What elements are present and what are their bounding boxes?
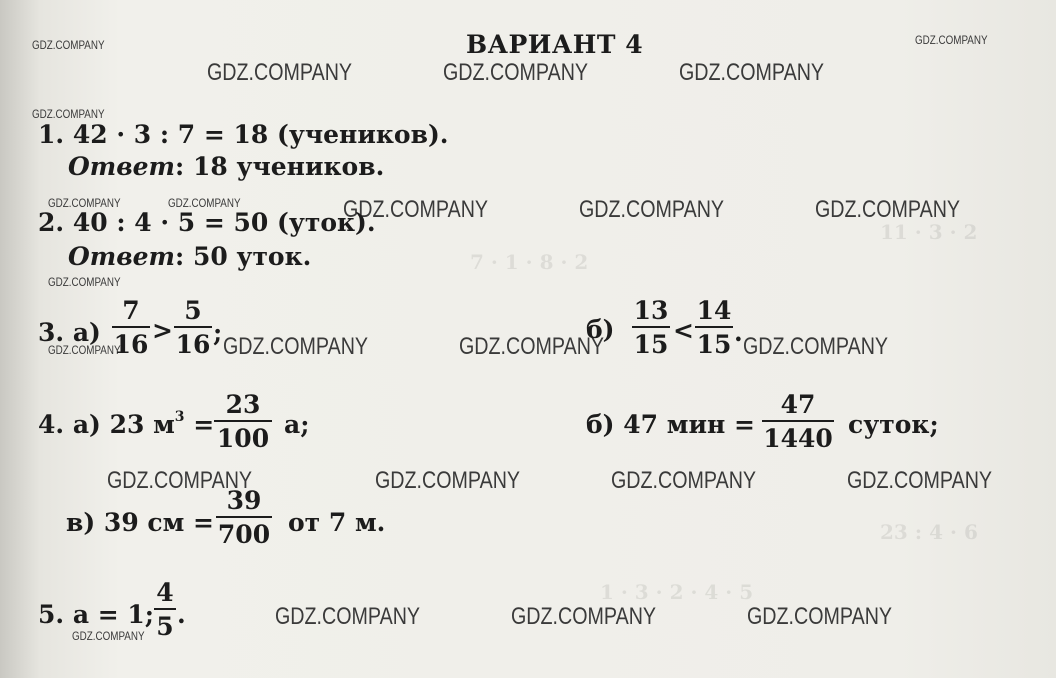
task-expression: a = 1; xyxy=(72,600,155,629)
task-3 xyxy=(38,318,101,347)
numerator: 13 xyxy=(633,296,669,325)
watermark: GDZ.COMPANY xyxy=(459,333,605,360)
numerator: 39 xyxy=(226,486,262,515)
comparison-sign: < xyxy=(673,316,694,345)
watermark: GDZ.COMPANY xyxy=(168,196,241,210)
numerator: 23 xyxy=(225,390,261,419)
quantity: 39 см = xyxy=(103,508,215,537)
separator: . xyxy=(177,600,186,629)
watermark: GDZ.COMPANY xyxy=(611,467,757,494)
watermark: GDZ.COMPANY xyxy=(443,59,589,86)
watermark: GDZ.COMPANY xyxy=(847,467,993,494)
watermark: GDZ.COMPANY xyxy=(223,333,369,360)
numerator: 5 xyxy=(184,296,202,325)
task-4b xyxy=(586,410,755,439)
bleed-through: 11 · 3 · 2 xyxy=(880,220,978,244)
answer-label: Ответ xyxy=(68,242,176,271)
watermark: GDZ.COMPANY xyxy=(915,33,988,47)
separator: . xyxy=(734,318,743,347)
numerator: 7 xyxy=(122,296,140,325)
task-number: 4. xyxy=(38,410,65,439)
separator: ; xyxy=(213,318,223,347)
task-number: 1. xyxy=(38,120,65,149)
denominator: 100 xyxy=(216,424,270,453)
watermark: GDZ.COMPANY xyxy=(72,629,145,643)
watermark: GDZ.COMPANY xyxy=(207,59,353,86)
answer-text: : 50 уток. xyxy=(175,242,312,271)
denominator: 16 xyxy=(113,330,149,359)
denominator: 1440 xyxy=(763,424,833,453)
unit: а; xyxy=(284,410,310,439)
watermark: GDZ.COMPANY xyxy=(815,196,961,223)
watermark: GDZ.COMPANY xyxy=(375,467,521,494)
watermark: GDZ.COMPANY xyxy=(32,107,105,121)
task-expression: 42 · 3 : 7 = 18 (учеников). xyxy=(72,120,449,149)
unit: суток; xyxy=(848,410,939,439)
fraction xyxy=(154,580,176,639)
numerator: 14 xyxy=(696,296,732,325)
task-1-answer xyxy=(68,152,384,181)
bleed-through: 7 · 1 · 8 · 2 xyxy=(470,250,589,274)
answer-label: Ответ xyxy=(68,152,176,181)
fraction xyxy=(216,488,272,547)
part-a-label: а) xyxy=(72,318,101,347)
watermark: GDZ.COMPANY xyxy=(343,196,489,223)
watermark: GDZ.COMPANY xyxy=(511,603,657,630)
task-4a xyxy=(38,410,214,439)
task-2 xyxy=(38,208,376,237)
task-4c xyxy=(66,508,214,537)
task-2-answer xyxy=(68,242,311,271)
task-number: 5. xyxy=(38,600,65,629)
fraction xyxy=(695,298,733,357)
task-5 xyxy=(38,600,154,629)
watermark: GDZ.COMPANY xyxy=(679,59,825,86)
watermark: GDZ.COMPANY xyxy=(48,196,121,210)
comparison-sign: > xyxy=(152,316,173,345)
bleed-through: 1 · 3 · 2 · 4 · 5 xyxy=(600,580,754,604)
watermark: GDZ.COMPANY xyxy=(107,467,253,494)
fraction xyxy=(762,392,834,451)
watermark: GDZ.COMPANY xyxy=(275,603,421,630)
denominator: 15 xyxy=(633,330,669,359)
bleed-through: 23 : 4 · 6 xyxy=(880,520,978,544)
numerator: 47 xyxy=(780,390,816,419)
unit: от 7 м. xyxy=(288,508,386,537)
part-b-label: б) xyxy=(586,410,615,439)
part-b-label: б) xyxy=(586,315,615,344)
exponent: 3 xyxy=(174,409,185,425)
denominator: 700 xyxy=(217,520,271,549)
watermark: GDZ.COMPANY xyxy=(747,603,893,630)
quantity: 23 м xyxy=(109,410,175,439)
equals-sign: = xyxy=(193,410,215,439)
task-1 xyxy=(38,120,449,149)
answer-text: : 18 учеников. xyxy=(175,152,385,181)
watermark: GDZ.COMPANY xyxy=(48,343,121,357)
fraction xyxy=(632,298,670,357)
watermark: GDZ.COMPANY xyxy=(743,333,889,360)
fraction xyxy=(214,392,272,451)
part-c-label: в) xyxy=(66,508,96,537)
fraction xyxy=(174,298,212,357)
fraction xyxy=(112,298,150,357)
page-title: ВАРИАНТ 4 xyxy=(466,30,644,59)
watermark: GDZ.COMPANY xyxy=(32,38,105,52)
denominator: 16 xyxy=(175,330,211,359)
task-number: 3. xyxy=(38,318,65,347)
watermark: GDZ.COMPANY xyxy=(48,275,121,289)
task-number: 2. xyxy=(38,208,65,237)
task-expression: 40 : 4 · 5 = 50 (уток). xyxy=(72,208,376,237)
denominator: 5 xyxy=(156,612,174,641)
part-a-label: а) xyxy=(72,410,101,439)
quantity: 47 мин = xyxy=(623,410,755,439)
numerator: 4 xyxy=(156,578,174,607)
watermark: GDZ.COMPANY xyxy=(579,196,725,223)
denominator: 15 xyxy=(696,330,732,359)
